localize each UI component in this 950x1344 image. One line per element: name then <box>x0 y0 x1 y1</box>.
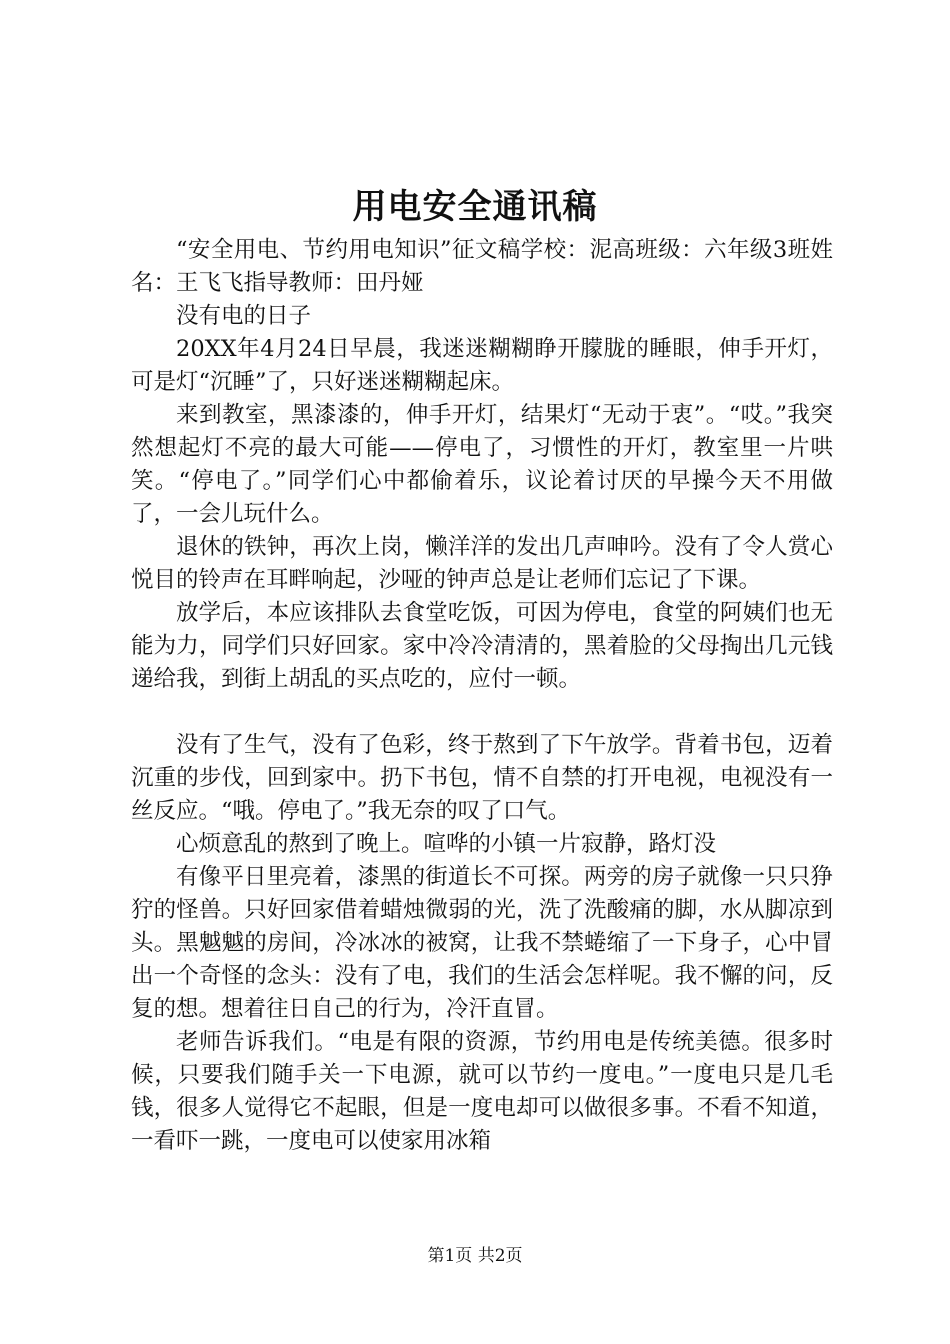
paragraph-subtitle: 没有电的日子 <box>176 303 312 329</box>
paragraph: 20XX年4月24日早晨，我迷迷糊糊睁开朦胧的睡眼，伸手开灯，可是灯“沉睡”了，只好迷迷糊糊起床。 <box>131 336 833 395</box>
paragraph-intro: “安全用电、节约用电知识”征文稿学校：泥高班级：六年级3班姓名：王飞飞指导教师：田丹娅 <box>131 237 833 296</box>
document-title: 用电安全通讯稿 <box>352 187 598 227</box>
paragraph: 没有了生气，没有了色彩，终于熬到了下午放学。背着书包，迈着沉重的步伐，回到家中。扔下书包，情不自禁的打开电视，电视没有一丝反应。“哦。停电了。”我无奈的叹了口气。 <box>131 732 833 824</box>
paragraph: 放学后，本应该排队去食堂吃饭，可因为停电，食堂的阿姨们也无能为力，同学们只好回家。家中冷冷清清的，黑着脸的父母掏出几元钱递给我，到街上胡乱的买点吃的，应付一顿。 <box>131 600 833 692</box>
document-body <box>131 234 833 1158</box>
paragraph: 有像平日里亮着，漆黑的街道长不可探。两旁的房子就像一只只狰狞的怪兽。只好回家借着蜡烛微弱的光，洗了洗酸痛的脚，水从脚凉到头。黑魆魆的房间，冷冰冰的被窝，让我不禁蜷缩了一下身子，心中冒出一个奇怪的念头：没有了电，我们的生活会怎样呢。我不懈的问，反复的想。想着往日自己的行为，冷汗直冒。 <box>131 864 833 1022</box>
paragraph: 来到教室，黑漆漆的，伸手开灯，结果灯“无动于衷”。“哎。”我突然想起灯不亮的最大可能——停电了，习惯性的开灯，教室里一片哄笑。“停电了。”同学们心中都偷着乐，议论着讨厌的早操今天不用做了，一会儿玩什么。 <box>131 402 833 527</box>
page-footer: 第1页 共2页 <box>427 1246 523 1266</box>
paragraph: 退休的铁钟，再次上岗，懒洋洋的发出几声呻吟。没有了令人赏心悦目的铃声在耳畔响起，沙哑的钟声总是让老师们忘记了下课。 <box>131 534 833 593</box>
paragraph: 心烦意乱的熬到了晚上。喧哗的小镇一片寂静，路灯没 <box>176 831 717 857</box>
paragraph: 老师告诉我们。“电是有限的资源，节约用电是传统美德。很多时候，只要我们随手关一下电源，就可以节约一度电。”一度电只是几毛钱，很多人觉得它不起眼，但是一度电却可以做很多事。不看不知道，一看吓一跳，一度电可以使家用冰箱 <box>131 1029 833 1154</box>
